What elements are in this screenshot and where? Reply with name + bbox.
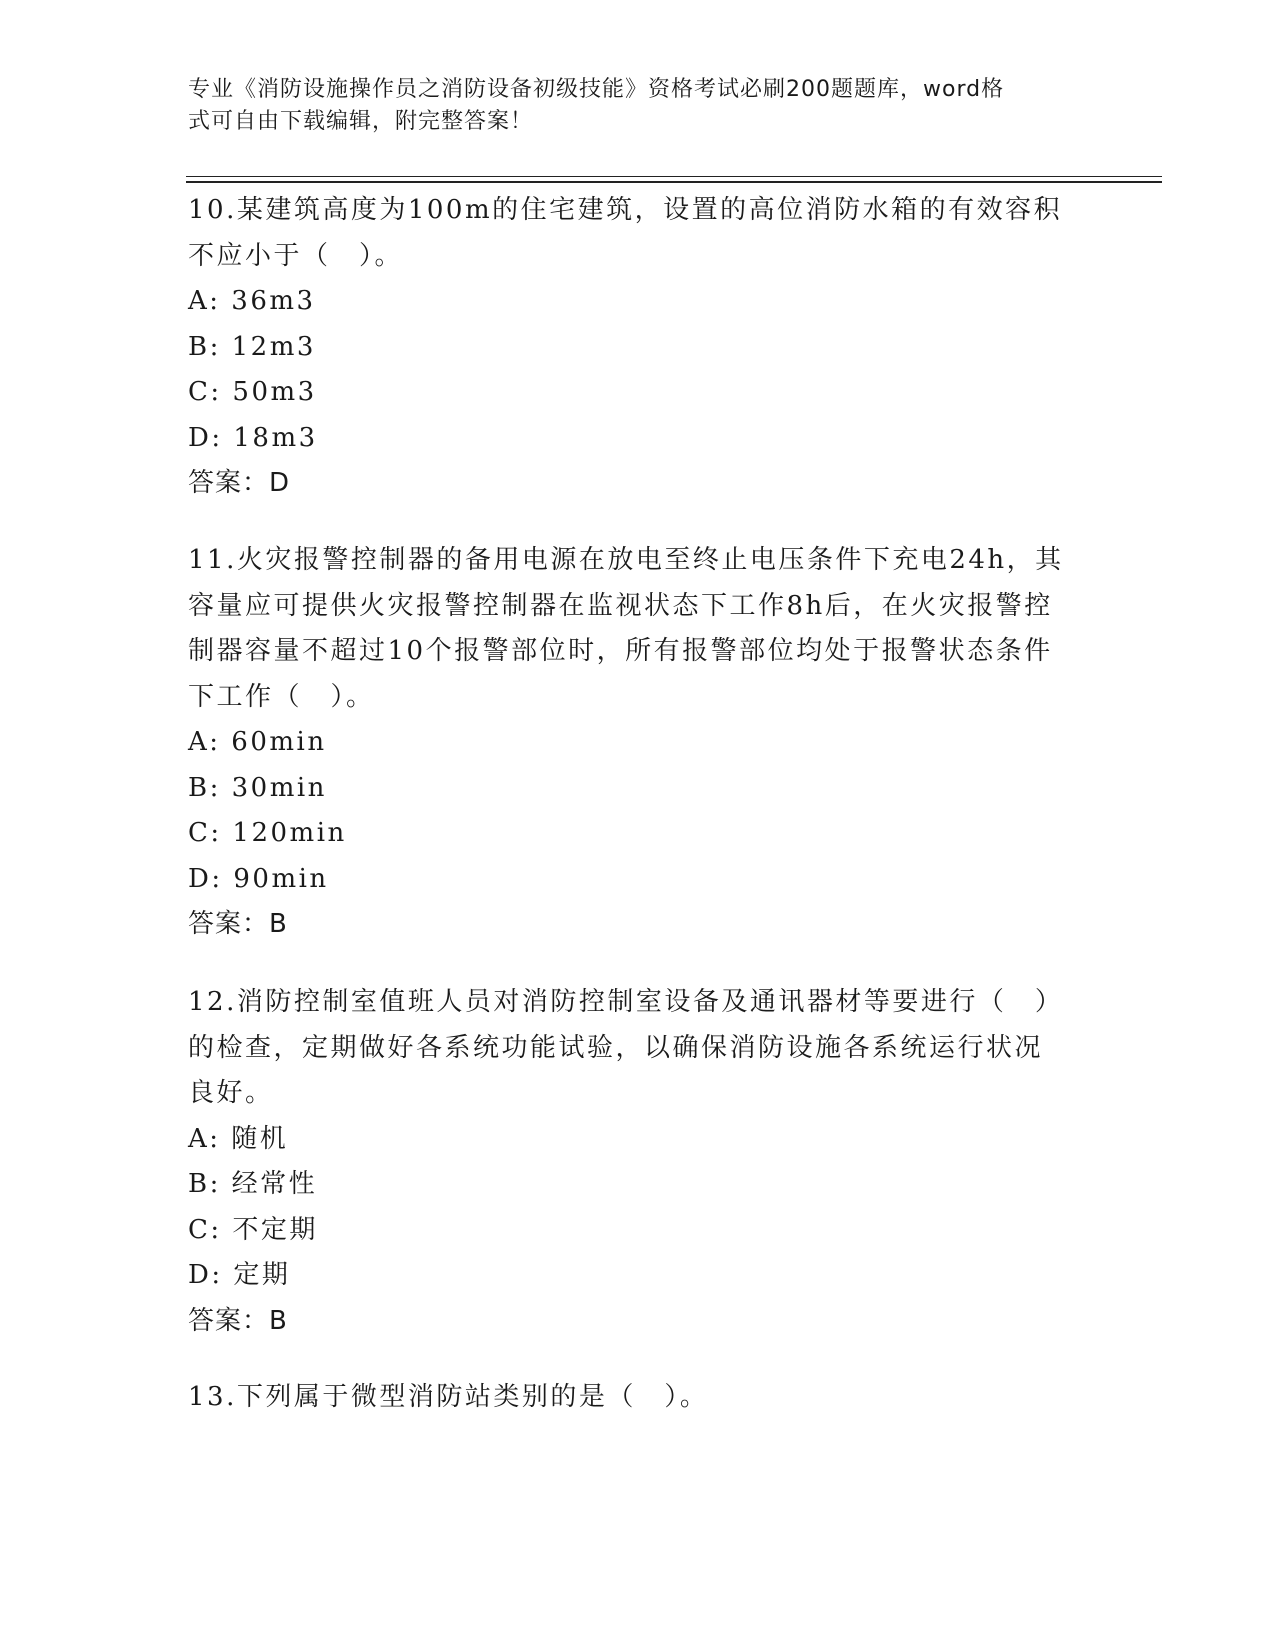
- option-c: C: 不定期: [188, 1214, 318, 1245]
- question-11: [188, 538, 1088, 948]
- question-stem-line: 容量应可提供火灾报警控制器在监视状态下工作8h后，在火灾报警控: [188, 590, 1053, 621]
- answer-label: 答案：B: [188, 909, 288, 939]
- question-stem-line: 的检查，定期做好各系统功能试验，以确保消防设施各系统运行状况: [188, 1032, 1044, 1063]
- option-c: C: 120min: [188, 818, 347, 848]
- question-stem-line: 制器容量不超过10个报警部位时，所有报警部位均处于报警状态条件: [188, 636, 1053, 666]
- question-12: [188, 980, 1088, 1344]
- question-13: [188, 1375, 1088, 1421]
- header-line-1: 专业《消防设施操作员之消防设备初级技能》资格考试必刷200题题库，word格: [188, 77, 1005, 102]
- option-b: B: 12m3: [188, 331, 316, 362]
- header-divider-thick: [186, 181, 1162, 183]
- option-c: C: 50m3: [188, 377, 317, 407]
- answer-label: 答案：D: [188, 468, 291, 498]
- question-stem-line: 11.火灾报警控制器的备用电源在放电至终止电压条件下充电24h，其: [188, 545, 1064, 575]
- option-d: D: 18m3: [188, 422, 318, 453]
- option-a: A: 60min: [188, 727, 327, 757]
- question-stem-line: 下工作（ ）。: [188, 681, 375, 712]
- document-header: [188, 74, 1088, 138]
- question-stem-line: 12.消防控制室值班人员对消防控制室设备及通讯器材等要进行（ ）: [188, 987, 1064, 1017]
- option-a: A: 随机: [188, 1123, 289, 1154]
- option-b: B: 经常性: [188, 1169, 318, 1199]
- header-line-2: 式可自由下载编辑，附完整答案！: [188, 109, 534, 134]
- header-divider-thin: [186, 176, 1162, 177]
- answer-label: 答案：B: [188, 1305, 288, 1336]
- question-stem-line: 10.某建筑高度为100m的住宅建筑，设置的高位消防水箱的有效容积: [188, 195, 1063, 225]
- question-stem-line: 不应小于（ ）。: [188, 240, 404, 271]
- option-b: B: 30min: [188, 772, 327, 803]
- question-10: [188, 188, 1088, 507]
- question-stem-line: 13.下列属于微型消防站类别的是（ ）。: [188, 1382, 709, 1412]
- option-d: D: 定期: [188, 1260, 291, 1290]
- question-stem-line: 良好。: [188, 1078, 274, 1108]
- option-a: A: 36m3: [188, 286, 316, 316]
- option-d: D: 90min: [188, 863, 329, 894]
